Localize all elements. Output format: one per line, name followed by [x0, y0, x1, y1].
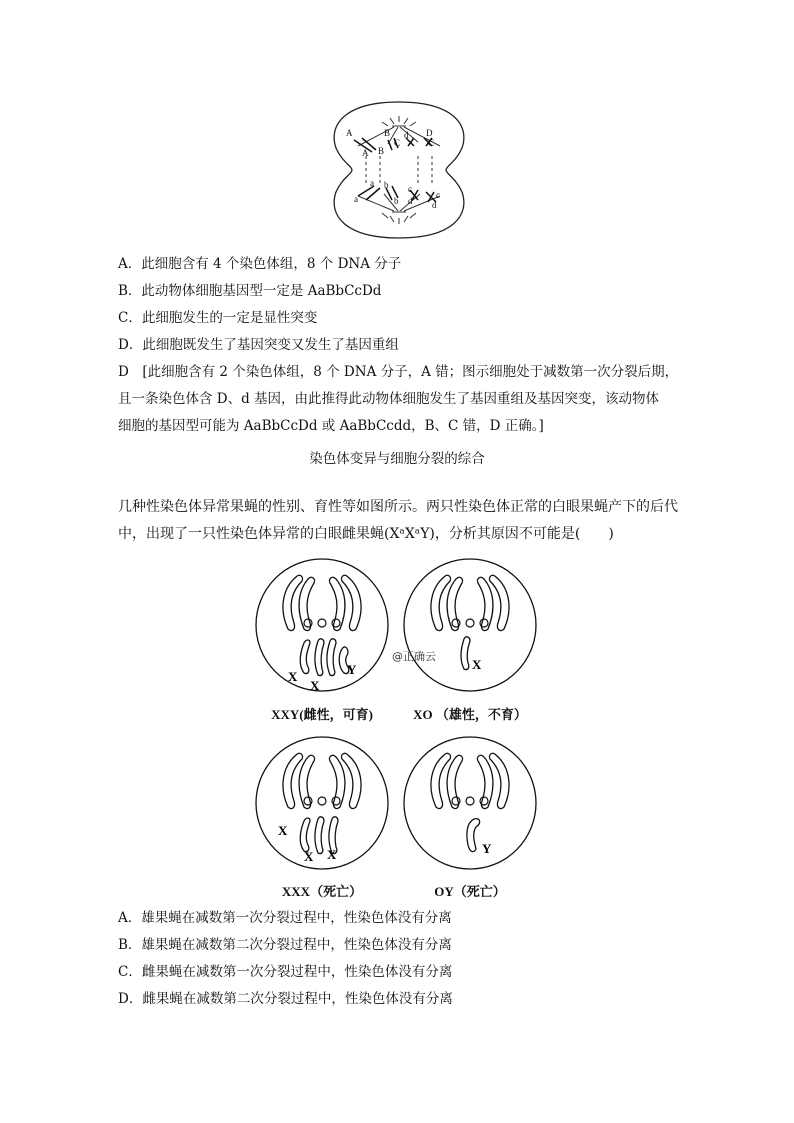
gene-label: d: [432, 200, 437, 210]
dividing-cell-figure: [328, 100, 470, 240]
q2-option-b: B．雄果蝇在减数第二次分裂过程中，性染色体没有分离: [118, 937, 452, 953]
q1-option-a: A．此细胞含有 4 个染色体组，8 个 DNA 分子: [118, 256, 402, 272]
cell-outline: [334, 102, 464, 238]
cell-xxx: [254, 735, 390, 871]
gene-label: b: [394, 196, 399, 206]
spindle-bottom: [358, 194, 440, 224]
caption-oy: OY（死亡）: [434, 884, 506, 899]
spindle-fibers: [366, 156, 432, 186]
caption-xxx: XXX（死亡）: [281, 884, 363, 899]
q1-option-b: B．此动物体细胞基因型一定是 AaBbCcDd: [118, 283, 382, 299]
gene-label: C: [394, 138, 401, 148]
gene-label: d: [404, 130, 409, 140]
q1-option-c: C．此细胞发生的一定是显性突变: [118, 310, 318, 326]
chromosome-label: X: [288, 669, 298, 684]
gene-label: c: [436, 190, 440, 200]
q2-stem-line: 几种性染色体异常果蝇的性别、育性等如图所示。两只性染色体正常的白眼果蝇产下的后代: [118, 499, 678, 515]
gene-label: D: [426, 128, 433, 138]
q1-answer-line: D [此细胞含有 2 个染色体组，8 个 DNA 分子，A 错；图示细胞处于减数第一次分裂后期，: [118, 364, 679, 380]
gene-label: A: [346, 128, 353, 138]
q2-option-c: C．雌果蝇在减数第一次分裂过程中，性染色体没有分离: [118, 964, 453, 980]
chromosome-label: X: [472, 657, 482, 672]
gene-label: C: [428, 138, 435, 148]
gene-label: d: [408, 196, 413, 206]
q2-option-a: A．雄果蝇在减数第一次分裂过程中，性染色体没有分离: [118, 910, 452, 926]
section-title: 染色体变异与细胞分裂的综合: [309, 451, 485, 467]
q2-stem-line: 中，出现了一只性染色体异常的白眼雌果蝇(XᵃXᵃY)，分析其原因不可能是( ): [118, 526, 614, 542]
gene-label: a: [354, 194, 358, 204]
q2-option-d: D．雌果蝇在减数第二次分裂过程中，性染色体没有分离: [118, 991, 453, 1007]
caption-xo: XO （雄性，不育）: [413, 707, 527, 722]
gene-label: A: [362, 148, 369, 158]
cell-xo: [392, 557, 538, 693]
chromosome-label: X: [304, 849, 314, 864]
q1-answer-line: 细胞的基因型可能为 AaBbCcDd 或 AaBbCcdd，B、C 错，D 正确。]: [118, 418, 544, 434]
chromosome-label: Y: [347, 662, 357, 677]
cell-xxy: [254, 557, 390, 693]
chromosome-label: Y: [482, 841, 492, 856]
gene-label: a: [370, 178, 374, 188]
gene-label: b: [384, 180, 389, 190]
chromosome-label: X: [327, 847, 337, 862]
cell-oy: [402, 735, 538, 871]
chromosome-label: X: [278, 823, 288, 838]
gene-label: B: [384, 128, 391, 138]
q1-answer-line: 且一条染色体含 D、d 基因，由此推得此动物体细胞发生了基因重组及基因突变，该动物体: [118, 391, 660, 407]
watermark: @正确云: [392, 650, 436, 663]
q1-option-d: D．此细胞既发生了基因突变又发生了基因重组: [118, 337, 399, 353]
caption-xxy: XXY(雌性，可育): [271, 707, 373, 722]
gene-label: c: [408, 184, 412, 194]
chromosome-label: X: [310, 678, 320, 693]
gene-label: B: [378, 146, 385, 156]
